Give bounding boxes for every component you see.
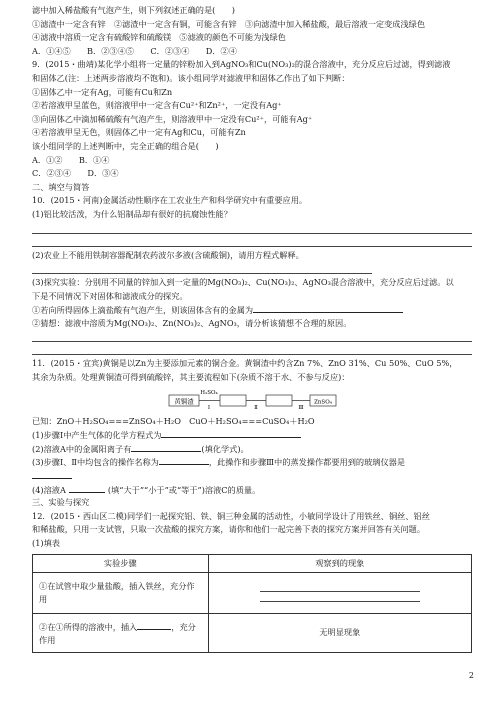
text-line: 滤中加入稀盐酸有气泡产生，则下列叙述正确的是( ) <box>32 5 235 15</box>
text-line <box>32 483 472 497</box>
text-line: 下是不同情况下对固体和滤液成分的探究。 <box>32 290 188 301</box>
question-text: ①若向所得固体上滴盐酸有气泡产生，则该固体含有的金属为 <box>32 305 254 316</box>
table-cell <box>33 614 209 653</box>
blank <box>131 442 201 452</box>
question-text: (4)溶液A <box>32 484 66 495</box>
flow-label: ZnSO₄ <box>314 399 332 406</box>
question-text: (3)步骤Ⅰ、Ⅱ中均包含的操作名称为 <box>32 457 159 468</box>
text-line: 和固体乙(注：上述两步溶液均不饱和)。该小组同学对滤液甲和固体乙作出了如下判断： <box>32 72 350 83</box>
text-line: ②若溶液甲呈蓝色，则溶液甲中一定含有Cu²⁺和Zn²⁺，一定没有Ag⁺ <box>32 100 282 111</box>
flow-label: 黄铜渣 <box>174 397 194 406</box>
flow-label: Ⅰ <box>207 404 211 411</box>
text-line <box>32 303 472 317</box>
text-line: 和稀盐酸，只用一支试管，只取一次盐酸的探究方案，请你和他们一起完善下表的探究方案并回答有关问题。 <box>32 524 426 535</box>
experiment-table <box>32 554 472 654</box>
blank <box>159 455 209 465</box>
table-row <box>33 614 472 653</box>
question-12-stem: 12．(2015・西山区二模)同学们一起探究铝、铁、铜三种金属的活动性，小敏同学设计了用铁丝、铜丝、铝丝 <box>32 510 430 521</box>
table-cell: ①在试管中取少量盐酸，插入铁丝，充分作用 <box>33 573 209 614</box>
blank <box>69 483 105 493</box>
text-line: ③向固体乙中滴加稀硫酸有气泡产生，则溶液甲中一定没有Cu²⁺，可能有Ag⁺ <box>32 113 313 124</box>
flowchart-diagram <box>168 387 338 413</box>
flow-label: Ⅲ <box>298 404 304 411</box>
text-line: 其余为杂质。处理黄铜渣可得到硫酸锌，其主要流程如下(杂质不溶于水、不参与反应)： <box>32 372 350 383</box>
flow-label: Ⅱ <box>254 404 258 411</box>
text-line: (1)铝比较活泼，为什么铝制品却有很好的抗腐蚀性能？ <box>32 208 232 219</box>
table-header-row <box>33 554 472 573</box>
process-flowchart <box>168 387 472 413</box>
page-number: 2 <box>468 671 474 681</box>
choice-line: A．①④⑤ B．②③④⑤ C．②③④ D．②④ <box>32 45 237 56</box>
flow-box <box>220 395 246 406</box>
text-line: ①固体乙中一定有Ag，可能有Cu和Zn <box>32 86 173 97</box>
flow-box <box>266 395 292 406</box>
text-line: ②猜想：滤液中溶质为Mg(NO₃)₂、Zn(NO₃)₂、AgNO₃，请分析该猜想不合理的原因。 <box>32 317 352 328</box>
text-line: ④若溶液甲呈无色，则固体乙中一定有Ag和Cu，可能有Zn <box>32 127 246 138</box>
text-line <box>32 455 472 469</box>
question-11-stem: 11．(2015・宜宾)黄铜是以Zn为主要添加元素的铜合金。黄铜渣中约含Zn 7%、ZnO 31%、Cu 50%、CuO 5%， <box>32 358 458 369</box>
answer-line <box>32 263 372 274</box>
cell-text: ，充分作用 <box>39 621 196 645</box>
text-line: (3)探究实验：分别用不同量的锌加入到一定量的Mg(NO₃)₂、Cu(NO₃)₂、AgNO₃混合溶液中，充分反应后过滤。以 <box>32 277 454 288</box>
answer-line <box>32 236 472 247</box>
answer-line <box>32 223 472 234</box>
blank <box>32 469 72 479</box>
question-text: (填“大于”“小于”或“等于”)溶液C的质量。 <box>107 484 261 495</box>
question-text: ，此操作和步骤Ⅲ中的蒸发操作都要用到的玻璃仪器是 <box>208 457 406 468</box>
table-cell: 无明显现象 <box>208 614 471 653</box>
question-text: (2)溶液A中的金属阳离子有 <box>32 443 132 454</box>
question-9-stem: 9．(2015・曲靖)某化学小组将一定量的锌粉加入到AgNO₃和Cu(NO₃)₂的混合溶液中，充分反应后过滤，得到滤液 <box>32 59 451 70</box>
question-text: (1)步骤Ⅰ中产生气体的化学方程式为 <box>32 430 162 441</box>
choice-line: A．①② B．①④ <box>32 154 110 165</box>
section-heading: 三、实验与探究 <box>32 497 90 508</box>
table-row <box>33 573 472 614</box>
question-10-stem: 10．(2015・河南)金属活动性顺序在工农业生产和科学研究中有重要应用。 <box>32 195 308 206</box>
answer-line <box>32 344 472 355</box>
text-line <box>32 428 472 442</box>
flow-label: H₂SO₄ <box>200 389 218 396</box>
text-line <box>32 442 472 456</box>
answer-line <box>32 331 472 342</box>
text-line <box>32 469 472 483</box>
question-text: (填化学式)。 <box>201 443 249 454</box>
text-line: 该小组同学的上述判断中，完全正确的组合是( ) <box>32 140 219 151</box>
table-header: 实验步骤 <box>33 554 209 573</box>
answer-line <box>260 595 420 602</box>
blank <box>161 428 301 438</box>
text-line: ④滤液中溶质一定含有硫酸锌和硫酸镁 ⑤滤液的颜色不可能为浅绿色 <box>32 32 286 43</box>
text-line: 已知：ZnO＋H₂SO₄===ZnSO₄＋H₂O CuO＋H₂SO₄===CuSO₄＋H₂O <box>32 415 315 426</box>
section-heading: 二、填空与简答 <box>32 181 90 192</box>
answer-line <box>260 585 420 592</box>
table-header: 观察到的现象 <box>208 554 471 573</box>
choice-line: C．②③④ D．③④ <box>32 168 119 179</box>
text-line: (2)农业上不能用铁制容器配制农药波尔多液(含硫酸铜)，请用方程式解释。 <box>32 249 304 260</box>
text-line: ①滤渣中一定含有锌 ②滤渣中一定含有铜，可能含有锌 ③向滤渣中加入稀盐酸，最后溶液一定变成浅绿色 <box>32 18 426 29</box>
table-cell <box>208 573 471 614</box>
blank <box>137 620 171 630</box>
cell-text: ②在①所得的溶液中，插入 <box>39 621 138 632</box>
blank <box>253 303 403 313</box>
worksheet-page <box>32 4 472 653</box>
text-line: (1)填表 <box>32 538 60 548</box>
